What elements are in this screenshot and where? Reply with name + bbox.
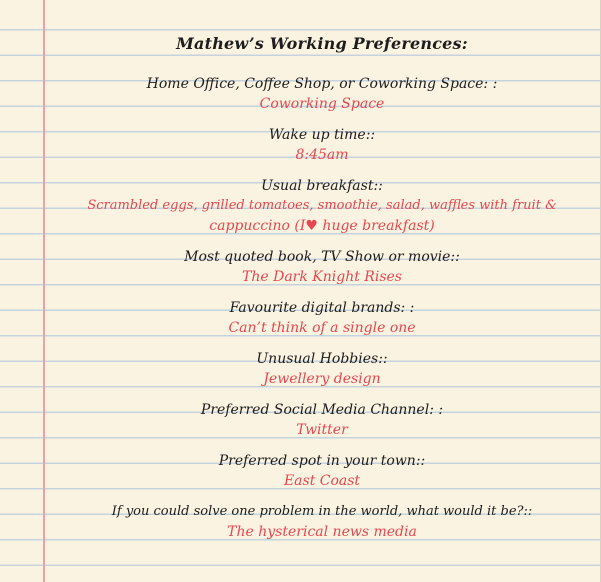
- answer: The hysterical news media: [227, 524, 417, 540]
- qa-town-spot: [44, 451, 600, 491]
- qa-quoted-media: [44, 247, 600, 287]
- qa-social-media: [44, 400, 600, 440]
- question: Unusual Hobbies::: [256, 351, 388, 367]
- answer: Jewellery design: [263, 371, 381, 387]
- question: Preferred spot in your town::: [218, 453, 426, 469]
- qa-wake-up-time: [44, 125, 600, 165]
- answer-line-2: cappuccino (I♥ huge breakfast): [209, 218, 435, 234]
- question: Wake up time::: [268, 127, 376, 143]
- qa-breakfast: [44, 176, 600, 236]
- preferences-content: [44, 0, 600, 582]
- question: Favourite digital brands: :: [229, 300, 415, 316]
- answer: Twitter: [296, 422, 348, 438]
- qa-digital-brands: [44, 298, 600, 338]
- question: Usual breakfast::: [261, 178, 383, 194]
- question: Home Office, Coffee Shop, or Coworking Space: :: [146, 76, 498, 92]
- qa-hobbies: [44, 349, 600, 389]
- answer: Can’t think of a single one: [228, 320, 416, 336]
- question: Most quoted book, TV Show or movie::: [184, 249, 460, 265]
- question: If you could solve one problem in the world, what would it be?::: [111, 504, 533, 519]
- question: Preferred Social Media Channel: :: [200, 402, 444, 418]
- answer-line-1: Scrambled eggs, grilled tomatoes, smoothie, salad, waffles with fruit &: [87, 198, 557, 213]
- qa-world-problem: [44, 502, 600, 542]
- qa-workspace: [44, 74, 600, 114]
- answer: The Dark Knight Rises: [242, 269, 402, 285]
- answer: 8:45am: [295, 147, 349, 163]
- answer: Coworking Space: [259, 96, 385, 112]
- answer: East Coast: [283, 473, 361, 489]
- page-title: Mathew’s Working Preferences:: [176, 34, 468, 53]
